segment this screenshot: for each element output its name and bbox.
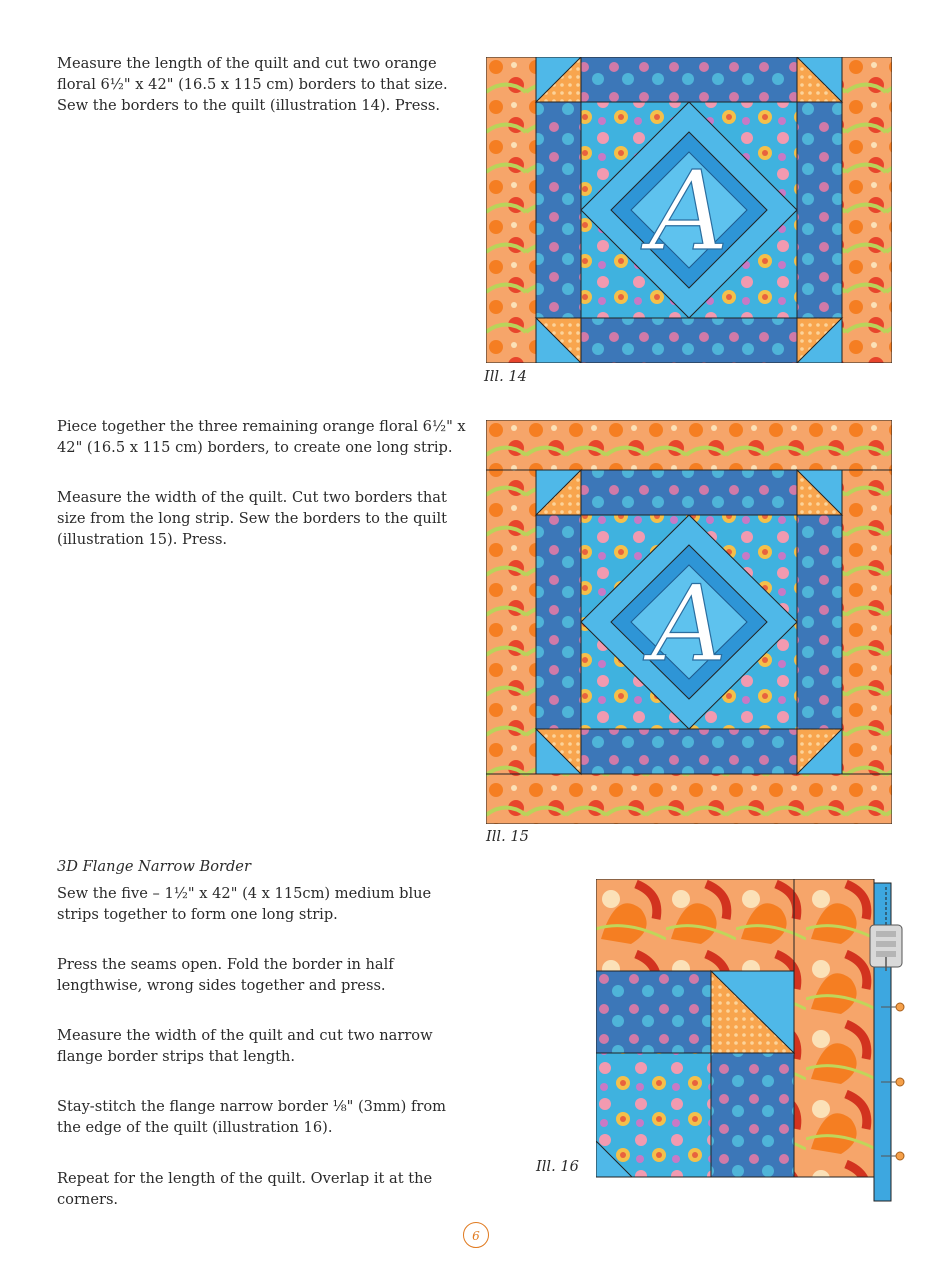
- instruction-paragraph-8: Repeat for the length of the quilt. Overlap it at the corners.: [57, 1170, 433, 1208]
- quilt-illustration-16: [596, 879, 912, 1205]
- instruction-paragraph-4: Sew the five – 1½" x 42" (4 x 115cm) medium blue strips together to form one long strip.: [57, 885, 432, 923]
- section-heading: 3D Flange Narrow Border: [57, 858, 251, 875]
- instruction-paragraph-1: Measure the length of the quilt and cut two orange floral 6½" x 42" (16.5 x 115 cm) borders to that size. Sew the borders to the quilt (illustration 14). Press.: [57, 55, 448, 114]
- instruction-paragraph-2: Piece together the three remaining orange floral 6½" x 42" (16.5 x 115 cm) borders, to create one long strip.: [57, 418, 466, 456]
- monogram-letter: A: [649, 147, 729, 275]
- illustration-caption-14: Ill. 14: [484, 368, 527, 385]
- quilt-illustration-15: [486, 420, 892, 824]
- monogram-letter: A: [651, 563, 727, 685]
- instruction-paragraph-5: Press the seams open. Fold the border in half lengthwise, wrong sides together and press.: [57, 956, 394, 994]
- instruction-paragraph-7: Stay-stitch the flange narrow border ⅛" (3mm) from the edge of the quilt (illustration 16).: [57, 1098, 446, 1136]
- illustration-caption-15: Ill. 15: [486, 828, 529, 845]
- instruction-paragraph-3: Measure the width of the quilt. Cut two borders that size from the long strip. Sew the borders to the quilt (illustration 15). Press.: [57, 489, 448, 548]
- instruction-paragraph-6: Measure the width of the quilt and cut two narrow flange border strips that length.: [57, 1027, 433, 1065]
- page-number: 6: [463, 1222, 489, 1248]
- quilt-illustration-14: [486, 57, 892, 363]
- presser-foot-icon: [870, 925, 902, 971]
- illustration-caption-16: Ill. 16: [536, 1158, 579, 1175]
